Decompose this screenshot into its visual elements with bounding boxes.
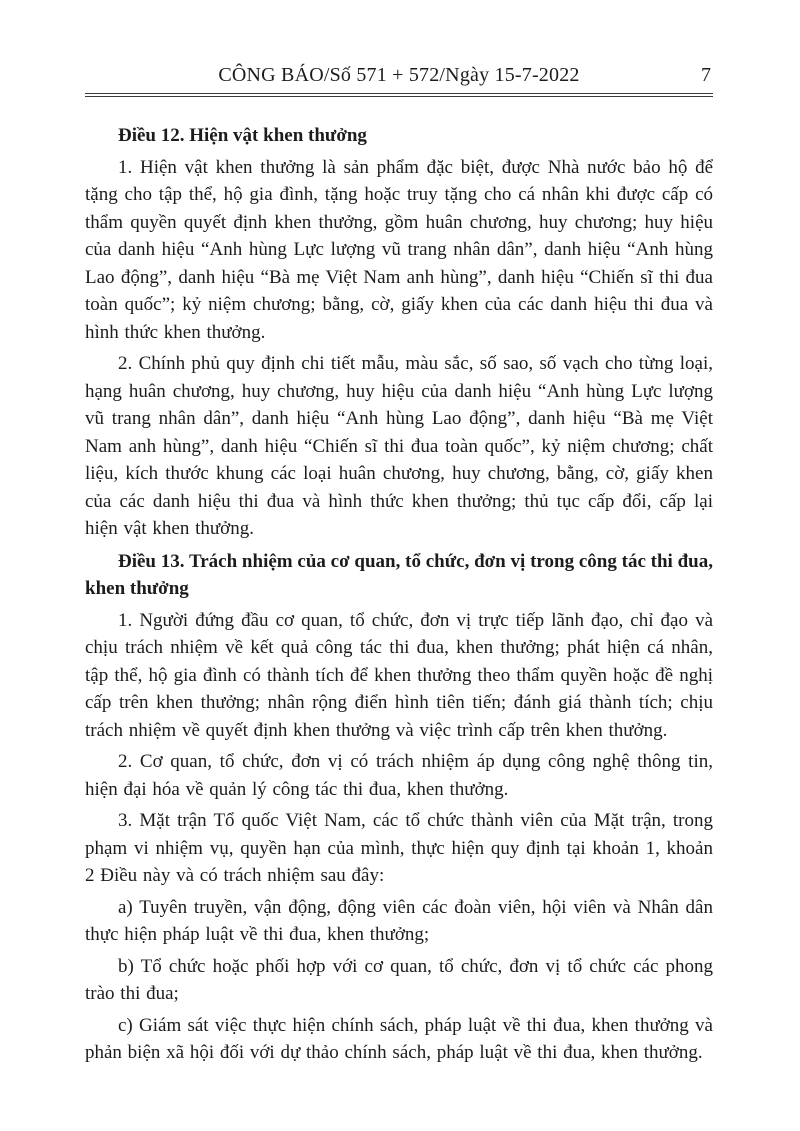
page-header xyxy=(85,62,713,90)
article-13-point-b: b) Tổ chức hoặc phối hợp với cơ quan, tổ chức, đơn vị tổ chức các phong trào thi đua; xyxy=(85,955,713,1004)
gazette-header-title: CÔNG BÁO/Số 571 + 572/Ngày 15-7-2022 xyxy=(218,64,580,86)
article-13-heading: Điều 13. Trách nhiệm của cơ quan, tổ chức, đơn vị trong công tác thi đua, khen thưởng xyxy=(85,550,713,599)
document-body xyxy=(85,97,713,1067)
article-12-paragraph-1: 1. Hiện vật khen thưởng là sản phẩm đặc biệt, được Nhà nước bảo hộ để tặng cho tập thể, hộ gia đình, tặng hoặc truy tặng cho cá nhân khi được cấp có thẩm quyền quyết định khen thưởng, gồm huân chương, huy chương; huy hiệu của danh hiệu “Anh hùng Lực lượng vũ trang nhân dân”, danh hiệu “Anh hùng Lao động”, danh hiệu “Bà mẹ Việt Nam anh hùng”, danh hiệu “Chiến sĩ thi đua toàn quốc”; kỷ niệm chương; bằng, cờ, giấy khen của các danh hiệu thi đua và hình thức khen thưởng. xyxy=(85,156,713,343)
article-13-point-a: a) Tuyên truyền, vận động, động viên các đoàn viên, hội viên và Nhân dân thực hiện pháp luật về thi đua, khen thưởng; xyxy=(85,896,713,945)
page-number: 7 xyxy=(701,64,711,86)
article-12-heading: Điều 12. Hiện vật khen thưởng xyxy=(118,125,367,146)
article-13-point-c: c) Giám sát việc thực hiện chính sách, pháp luật về thi đua, khen thưởng và phản biện xã hội đối với dự thảo chính sách, pháp luật về thi đua, khen thưởng. xyxy=(85,1014,713,1063)
article-13-paragraph-3: 3. Mặt trận Tổ quốc Việt Nam, các tổ chức thành viên của Mặt trận, trong phạm vi nhiệm vụ, quyền hạn của mình, thực hiện quy định tại khoản 1, khoản 2 Điều này và có trách nhiệm sau đây: xyxy=(85,810,713,886)
article-13-paragraph-1: 1. Người đứng đầu cơ quan, tổ chức, đơn vị trực tiếp lãnh đạo, chỉ đạo và chịu trách nhiệm về kết quả công tác thi đua, khen thưởng; phát hiện cá nhân, tập thể, hộ gia đình có thành tích để khen thưởng theo thẩm quyền hoặc đề nghị cấp trên khen thưởng; nhân rộng điển hình tiên tiến; đánh giá thành tích; chịu trách nhiệm về quyết định khen thưởng và việc trình cấp trên khen thưởng. xyxy=(85,609,713,741)
article-13-paragraph-2: 2. Cơ quan, tổ chức, đơn vị có trách nhiệm áp dụng công nghệ thông tin, hiện đại hóa về quản lý công tác thi đua, khen thưởng. xyxy=(85,751,713,800)
page-content xyxy=(85,62,713,1071)
article-12-paragraph-2: 2. Chính phủ quy định chi tiết mẫu, màu sắc, số sao, số vạch cho từng loại, hạng huân chương, huy chương, huy hiệu của danh hiệu “Anh hùng Lực lượng vũ trang nhân dân”, danh hiệu “Anh hùng Lao động”, danh hiệu “Bà mẹ Việt Nam anh hùng”, danh hiệu “Chiến sĩ thi đua toàn quốc”, kỷ niệm chương; chất liệu, kích thước khung các loại huân chương, huy chương, bằng, cờ, giấy khen của các danh hiệu thi đua và hình thức khen thưởng; thủ tục cấp đổi, cấp lại hiện vật khen thưởng. xyxy=(85,353,713,539)
